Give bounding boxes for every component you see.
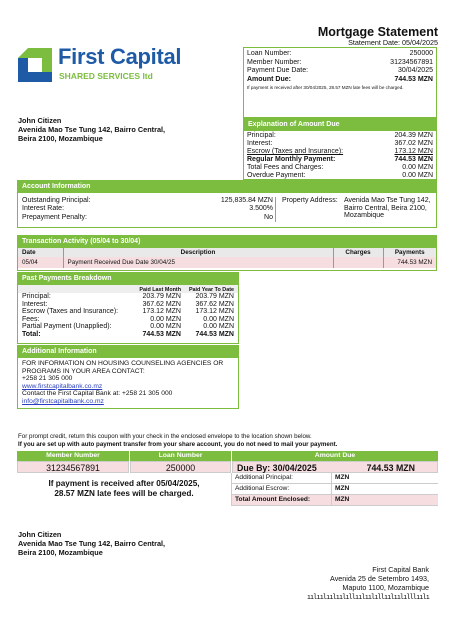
customer-name: John Citizen	[18, 116, 62, 125]
email-link[interactable]: info@firstcapitalbank.co.mz	[22, 397, 104, 405]
past-payment-last: 203.79 MZN	[142, 293, 181, 300]
past-payment-label: Partial Payment (Unapplied):	[22, 323, 112, 331]
property-address-line: Mozambique	[344, 212, 385, 220]
explanation-value: 0.00 MZN	[402, 172, 433, 180]
company-logo	[18, 44, 198, 88]
transaction-table	[18, 248, 436, 268]
transaction-columns	[18, 248, 436, 257]
transaction-date: 05/04	[18, 257, 63, 268]
explanation-value: 367.02 MZN	[394, 140, 433, 148]
past-payment-last: 367.62 MZN	[142, 300, 181, 308]
explanation-row	[247, 156, 433, 164]
past-payment-last: 0.00 MZN	[150, 315, 181, 323]
coupon-member-header: Member Number	[17, 451, 129, 461]
col-paid-ytd: Paid Year To Date	[188, 287, 234, 293]
explanation-value: 744.53 MZN	[394, 156, 433, 164]
account-value: No	[264, 213, 273, 221]
mailing-address	[18, 531, 165, 557]
summary-value: 250000	[409, 50, 433, 57]
summary-value: 744.53 MZN	[394, 75, 433, 83]
past-payment-label: Principal:	[22, 293, 51, 300]
account-row	[22, 214, 273, 222]
coupon-extra-label: Total Amount Enclosed:	[232, 495, 332, 505]
account-label: Interest Rate:	[22, 205, 65, 213]
customer-address-line-2: Beira 2100, Mozambique	[18, 133, 103, 143]
additional-info-header: Additional Information	[18, 346, 238, 358]
payment-coupon	[17, 451, 438, 507]
transaction-description: Payment Received Due Date 30/04/25	[63, 257, 333, 268]
explanation-label: Interest:	[247, 140, 273, 148]
coupon-instruction-1: For prompt credit, return this coupon with your check in the enclosed envelope to the location shown below.	[18, 433, 312, 440]
explanation-value: 204.39 MZN	[394, 132, 433, 139]
account-info-header: Account Information	[18, 181, 436, 193]
logo-name: First Capital	[58, 44, 182, 69]
explanation-header: Explanation of Amount Due	[244, 119, 436, 131]
summary-value: 31234567891	[390, 58, 433, 66]
bank-name: First Capital Bank	[372, 565, 429, 574]
postal-barcode: ıılıılıılıılıllıılıılıllıılıılılllıılı	[306, 593, 429, 601]
coupon-late-fee: If payment is received after 05/04/2025, 28.57 MZN late fees will be charged.	[48, 479, 200, 498]
explanation-row	[247, 140, 433, 148]
property-address-line: Bairro Central, Beira 2100,	[344, 204, 427, 212]
summary-box	[243, 47, 437, 118]
col-date: Date	[18, 248, 63, 257]
coupon-instruction-2: If you are set up with auto payment transfer from your share account, you do not need to mail your payment.	[18, 440, 338, 448]
website-link[interactable]: www.firstcapitalbank.co.mz	[22, 382, 103, 390]
account-label: Prepayment Penalty:	[22, 213, 87, 221]
explanation-row	[247, 148, 433, 156]
summary-value: 30/04/2025	[397, 67, 433, 75]
bank-address-line-2: Maputo 1100, Mozambique	[342, 583, 429, 592]
explanation-value: 173.12 MZN	[394, 148, 433, 156]
past-payment-ytd: 744.53 MZN	[195, 330, 234, 338]
explanation-value: 0.00 MZN	[402, 164, 433, 172]
past-payment-row	[22, 301, 234, 309]
past-payment-row	[22, 316, 234, 324]
transaction-row	[18, 257, 436, 268]
coupon-due-amount: 744.53 MZN	[366, 463, 415, 473]
mailing-address-line-2: Beira 2100, Mozambique	[18, 547, 103, 557]
coupon-extra-value: MZN	[335, 485, 350, 492]
col-charges: Charges	[333, 248, 383, 257]
past-payment-last: 0.00 MZN	[150, 323, 181, 331]
coupon-loan-header: Loan Number	[130, 451, 231, 461]
past-payments-box	[17, 272, 239, 344]
transaction-header: Transaction Activity (05/04 to 30/04)	[18, 236, 436, 248]
summary-row	[247, 59, 433, 68]
account-label: Outstanding Principal:	[22, 197, 91, 204]
bank-address	[307, 565, 429, 602]
summary-row	[247, 67, 433, 76]
explanation-label: Overdue Payment:	[247, 172, 306, 180]
customer-address	[18, 117, 165, 143]
explanation-row	[247, 164, 433, 172]
past-payment-label: Total:	[22, 330, 41, 338]
coupon-extra-value: MZN	[335, 496, 350, 503]
past-payment-row	[22, 308, 234, 316]
mailing-address-line-1: Avenida Mao Tse Tung 142, Bairro Central,	[18, 538, 166, 548]
account-value: 3.500%	[249, 205, 273, 213]
past-payment-last: 744.53 MZN	[142, 330, 181, 338]
past-payments-header: Past Payments Breakdown	[18, 273, 238, 285]
counseling-line-1: FOR INFORMATION ON HOUSING COUNSELING AGENCIES OR	[22, 360, 224, 367]
coupon-extra-row[interactable]	[232, 473, 438, 484]
explanation-box	[243, 118, 437, 180]
coupon-extra-value: MZN	[335, 474, 350, 481]
explanation-label: Principal:	[247, 132, 276, 139]
statement-header	[318, 26, 438, 47]
transaction-box	[17, 235, 437, 271]
coupon-member-number: 31234567891	[17, 461, 129, 473]
past-payment-ytd: 0.00 MZN	[203, 315, 234, 323]
property-address	[344, 197, 431, 222]
coupon-extra-row[interactable]	[232, 484, 438, 495]
past-payment-ytd: 203.79 MZN	[195, 293, 234, 300]
account-value: 125,835.84 MZN	[220, 197, 273, 204]
summary-label: Amount Due:	[247, 75, 291, 83]
coupon-extra-label: Additional Escrow:	[232, 484, 332, 494]
statement-title: Mortgage Statement	[317, 25, 438, 39]
coupon-due-date: Due By: 30/04/2025	[237, 463, 317, 473]
counseling-line-2: PROGRAMS IN YOUR AREA CONTACT:	[22, 367, 145, 375]
coupon-loan-number: 250000	[130, 461, 231, 473]
transaction-charges	[333, 257, 383, 268]
late-fee-note: If payment is received after 30/04/2025, 28.57 MZN late fees will be charged.	[247, 85, 404, 91]
summary-label: Loan Number:	[247, 50, 292, 57]
summary-row	[247, 76, 433, 85]
transaction-payments: 744.53 MZN	[397, 259, 432, 266]
summary-label: Payment Due Date:	[247, 67, 309, 75]
logo-mark-icon	[18, 48, 52, 82]
explanation-label: Total Fees and Charges:	[247, 164, 324, 172]
account-row	[22, 197, 273, 205]
col-description: Description	[63, 248, 333, 257]
property-address-line: Avenida Mao Tse Tung 142,	[344, 197, 431, 204]
past-payment-row	[22, 331, 234, 339]
past-payment-ytd: 367.62 MZN	[195, 300, 234, 308]
mailing-name: John Citizen	[18, 530, 62, 539]
explanation-row	[247, 132, 433, 140]
bank-address-line-1: Avenida 25 de Setembro 1493,	[330, 574, 429, 583]
past-payment-row	[22, 323, 234, 331]
past-payment-label: Escrow (Taxes and Insurance):	[22, 308, 119, 316]
past-payment-ytd: 173.12 MZN	[195, 308, 234, 316]
coupon-instructions	[18, 433, 337, 448]
account-info-box	[17, 180, 437, 228]
summary-row	[247, 50, 433, 59]
coupon-extra-row[interactable]	[232, 495, 438, 506]
contact-line: Contact the First Capital Bank at: +258 21 305 000	[22, 390, 173, 398]
past-payment-label: Fees:	[22, 315, 40, 323]
col-paid-last-month: Paid Last Month	[139, 287, 181, 293]
coupon-amount-header: Amount Due	[232, 451, 438, 461]
summary-label: Member Number:	[247, 58, 302, 66]
coupon-extra-label: Additional Principal:	[232, 473, 332, 483]
past-payment-row	[22, 293, 234, 301]
statement-date: Statement Date: 05/04/2025	[348, 38, 438, 47]
past-payment-last: 173.12 MZN	[142, 308, 181, 316]
explanation-label: Regular Monthly Payment:	[247, 156, 336, 164]
additional-info-box	[17, 345, 239, 409]
customer-address-line-1: Avenida Mao Tse Tung 142, Bairro Central,	[18, 124, 166, 134]
past-payment-label: Interest:	[22, 300, 48, 308]
col-payments: Payments	[394, 249, 425, 256]
logo-subtitle: SHARED SERVICES ltd	[59, 71, 153, 81]
explanation-label: Escrow (Taxes and Insurance):	[247, 148, 344, 156]
property-address-label: Property Address:	[282, 197, 338, 204]
past-payment-ytd: 0.00 MZN	[203, 323, 234, 331]
account-row	[22, 205, 273, 213]
counseling-phone: +258 21 305 000	[22, 375, 73, 383]
